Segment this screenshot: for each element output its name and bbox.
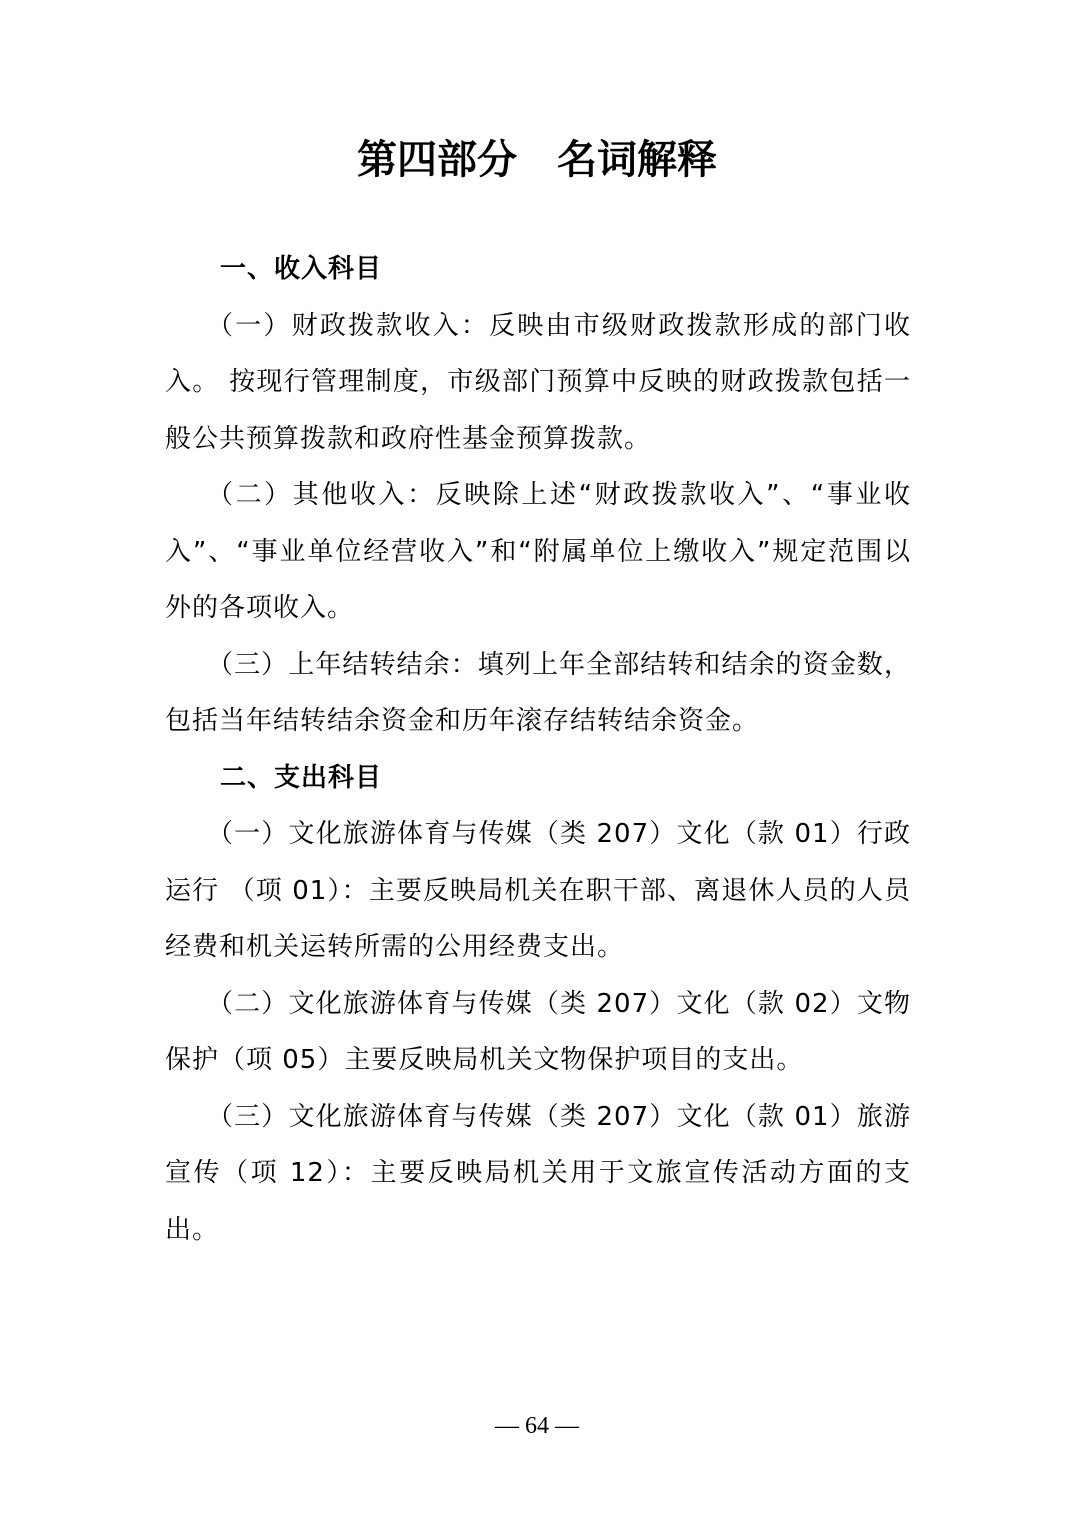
paragraph-fiscal-appropriation-income: （一）财政拨款收入：反映由市级财政拨款形成的部门收入。 按现行管理制度，市级部门预算中反映的财政拨款包括一般公共预算拨款和政府性基金预算拨款。 bbox=[165, 310, 911, 454]
section-expenditure bbox=[165, 750, 911, 1259]
paragraph-other-income: （二）其他收入：反映除上述“财政拨款收入”、“事业收入”、“事业单位经营收入”和“附属单位上缴收入”规定范围以外的各项收入。 bbox=[165, 480, 911, 623]
section-income bbox=[165, 241, 911, 750]
section-heading-expenditure: 二、支出科目 bbox=[220, 762, 383, 793]
paragraph-prior-year-carryover: （三）上年结转结余：填列上年全部结转和结余的资金数，包括当年结转结余资金和历年滚存结转结余资金。 bbox=[165, 649, 911, 736]
page-title: 第四部分 名词解释 bbox=[357, 137, 717, 183]
paragraph-administrative-operation: （一）文化旅游体育与传媒（类 207）文化（款 01）行政运行 （项 01）：主要反映局机关在职干部、离退休人员的人员经费和机关运转所需的公用经费支出。 bbox=[165, 819, 911, 962]
paragraph-tourism-promotion: （三）文化旅游体育与传媒（类 207）文化（款 01）旅游宣传（项 12）：主要反映局机关用于文旅宣传活动方面的支出。 bbox=[165, 1101, 911, 1245]
paragraph-cultural-relics-protection: （二）文化旅游体育与传媒（类 207）文化（款 02）文物保护（项 05）主要反映局机关文物保护项目的支出。 bbox=[165, 988, 911, 1075]
page-number: — 64 — bbox=[495, 1413, 579, 1439]
document-body bbox=[165, 241, 911, 1258]
section-heading-income: 一、收入科目 bbox=[220, 254, 383, 284]
